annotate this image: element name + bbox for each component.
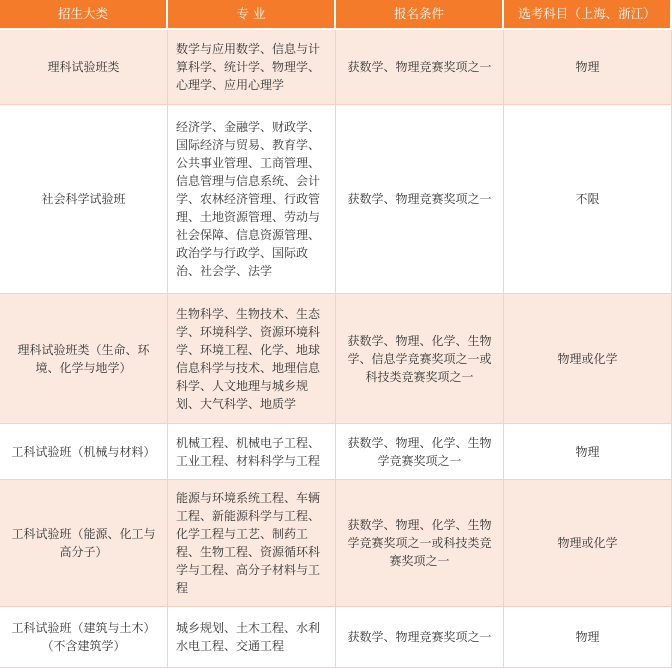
majors-cell: 经济学、金融学、财政学、 国际经济与贸易、教育学、 公共事业管理、工商管理、 信息管理与信息系统、会计 学、农林经济管理、行政管 理、土地资源管理、劳动与 社会保障、信息资源管理、 政治学与行政学、国际政 治、社会学、法学 — [168, 105, 336, 294]
header-category: 招生大类 — [0, 0, 168, 30]
table-row — [0, 30, 672, 105]
header-conditions: 报名条件 — [336, 0, 504, 30]
subjects-cell: 物理 — [504, 424, 672, 480]
table-row — [0, 607, 672, 668]
majors-cell: 生物科学、生物技术、生态 学、环境科学、资源环境科 学、环境工程、化学、地球 信息科学与技术、地理信息 科学、人文地理与城乡规 划、大气科学、地质学 — [168, 294, 336, 424]
conditions-cell: 获数学、物理、化学、生物 学竞赛奖项之一 — [336, 424, 504, 480]
subjects-cell: 物理 — [504, 30, 672, 105]
category-cell: 社会科学试验班 — [0, 105, 168, 294]
category-cell: 理科试验班类 — [0, 30, 168, 105]
majors-cell: 城乡规划、土木工程、水利 水电工程、交通工程 — [168, 607, 336, 668]
table-row — [0, 105, 672, 294]
subjects-cell: 物理或化学 — [504, 480, 672, 607]
conditions-cell: 获数学、物理竞赛奖项之一 — [336, 30, 504, 105]
header-majors: 专 业 — [168, 0, 336, 30]
subjects-cell: 物理或化学 — [504, 294, 672, 424]
table-row — [0, 424, 672, 480]
table-header-row — [0, 0, 672, 30]
majors-cell: 能源与环境系统工程、车辆 工程、新能源科学与工程、 化学工程与工艺、制药工 程、生物工程、资源循环科 学与工程、高分子材料与工 程 — [168, 480, 336, 607]
majors-cell: 数学与应用数学、信息与计 算科学、统计学、物理学、 心理学、应用心理学 — [168, 30, 336, 105]
subjects-cell: 不限 — [504, 105, 672, 294]
category-cell: 工科试验班（机械与材料） — [0, 424, 168, 480]
conditions-cell: 获数学、物理竞赛奖项之一 — [336, 607, 504, 668]
header-subjects: 选考科目（上海、浙江） — [504, 0, 672, 30]
conditions-cell: 获数学、物理竞赛奖项之一 — [336, 105, 504, 294]
table-row — [0, 294, 672, 424]
conditions-cell: 获数学、物理、化学、生物 学、信息学竞赛奖项之一或 科技类竞赛奖项之一 — [336, 294, 504, 424]
subjects-cell: 物理 — [504, 607, 672, 668]
category-cell: 理科试验班类（生命、环 境、化学与地学） — [0, 294, 168, 424]
category-cell: 工科试验班（能源、化工与 高分子） — [0, 480, 168, 607]
conditions-cell: 获数学、物理、化学、生物 学竞赛奖项之一或科技类竞 赛奖项之一 — [336, 480, 504, 607]
table-row — [0, 480, 672, 607]
category-cell: 工科试验班（建筑与土木） （不含建筑学） — [0, 607, 168, 668]
majors-cell: 机械工程、机械电子工程、 工业工程、材料科学与工程 — [168, 424, 336, 480]
